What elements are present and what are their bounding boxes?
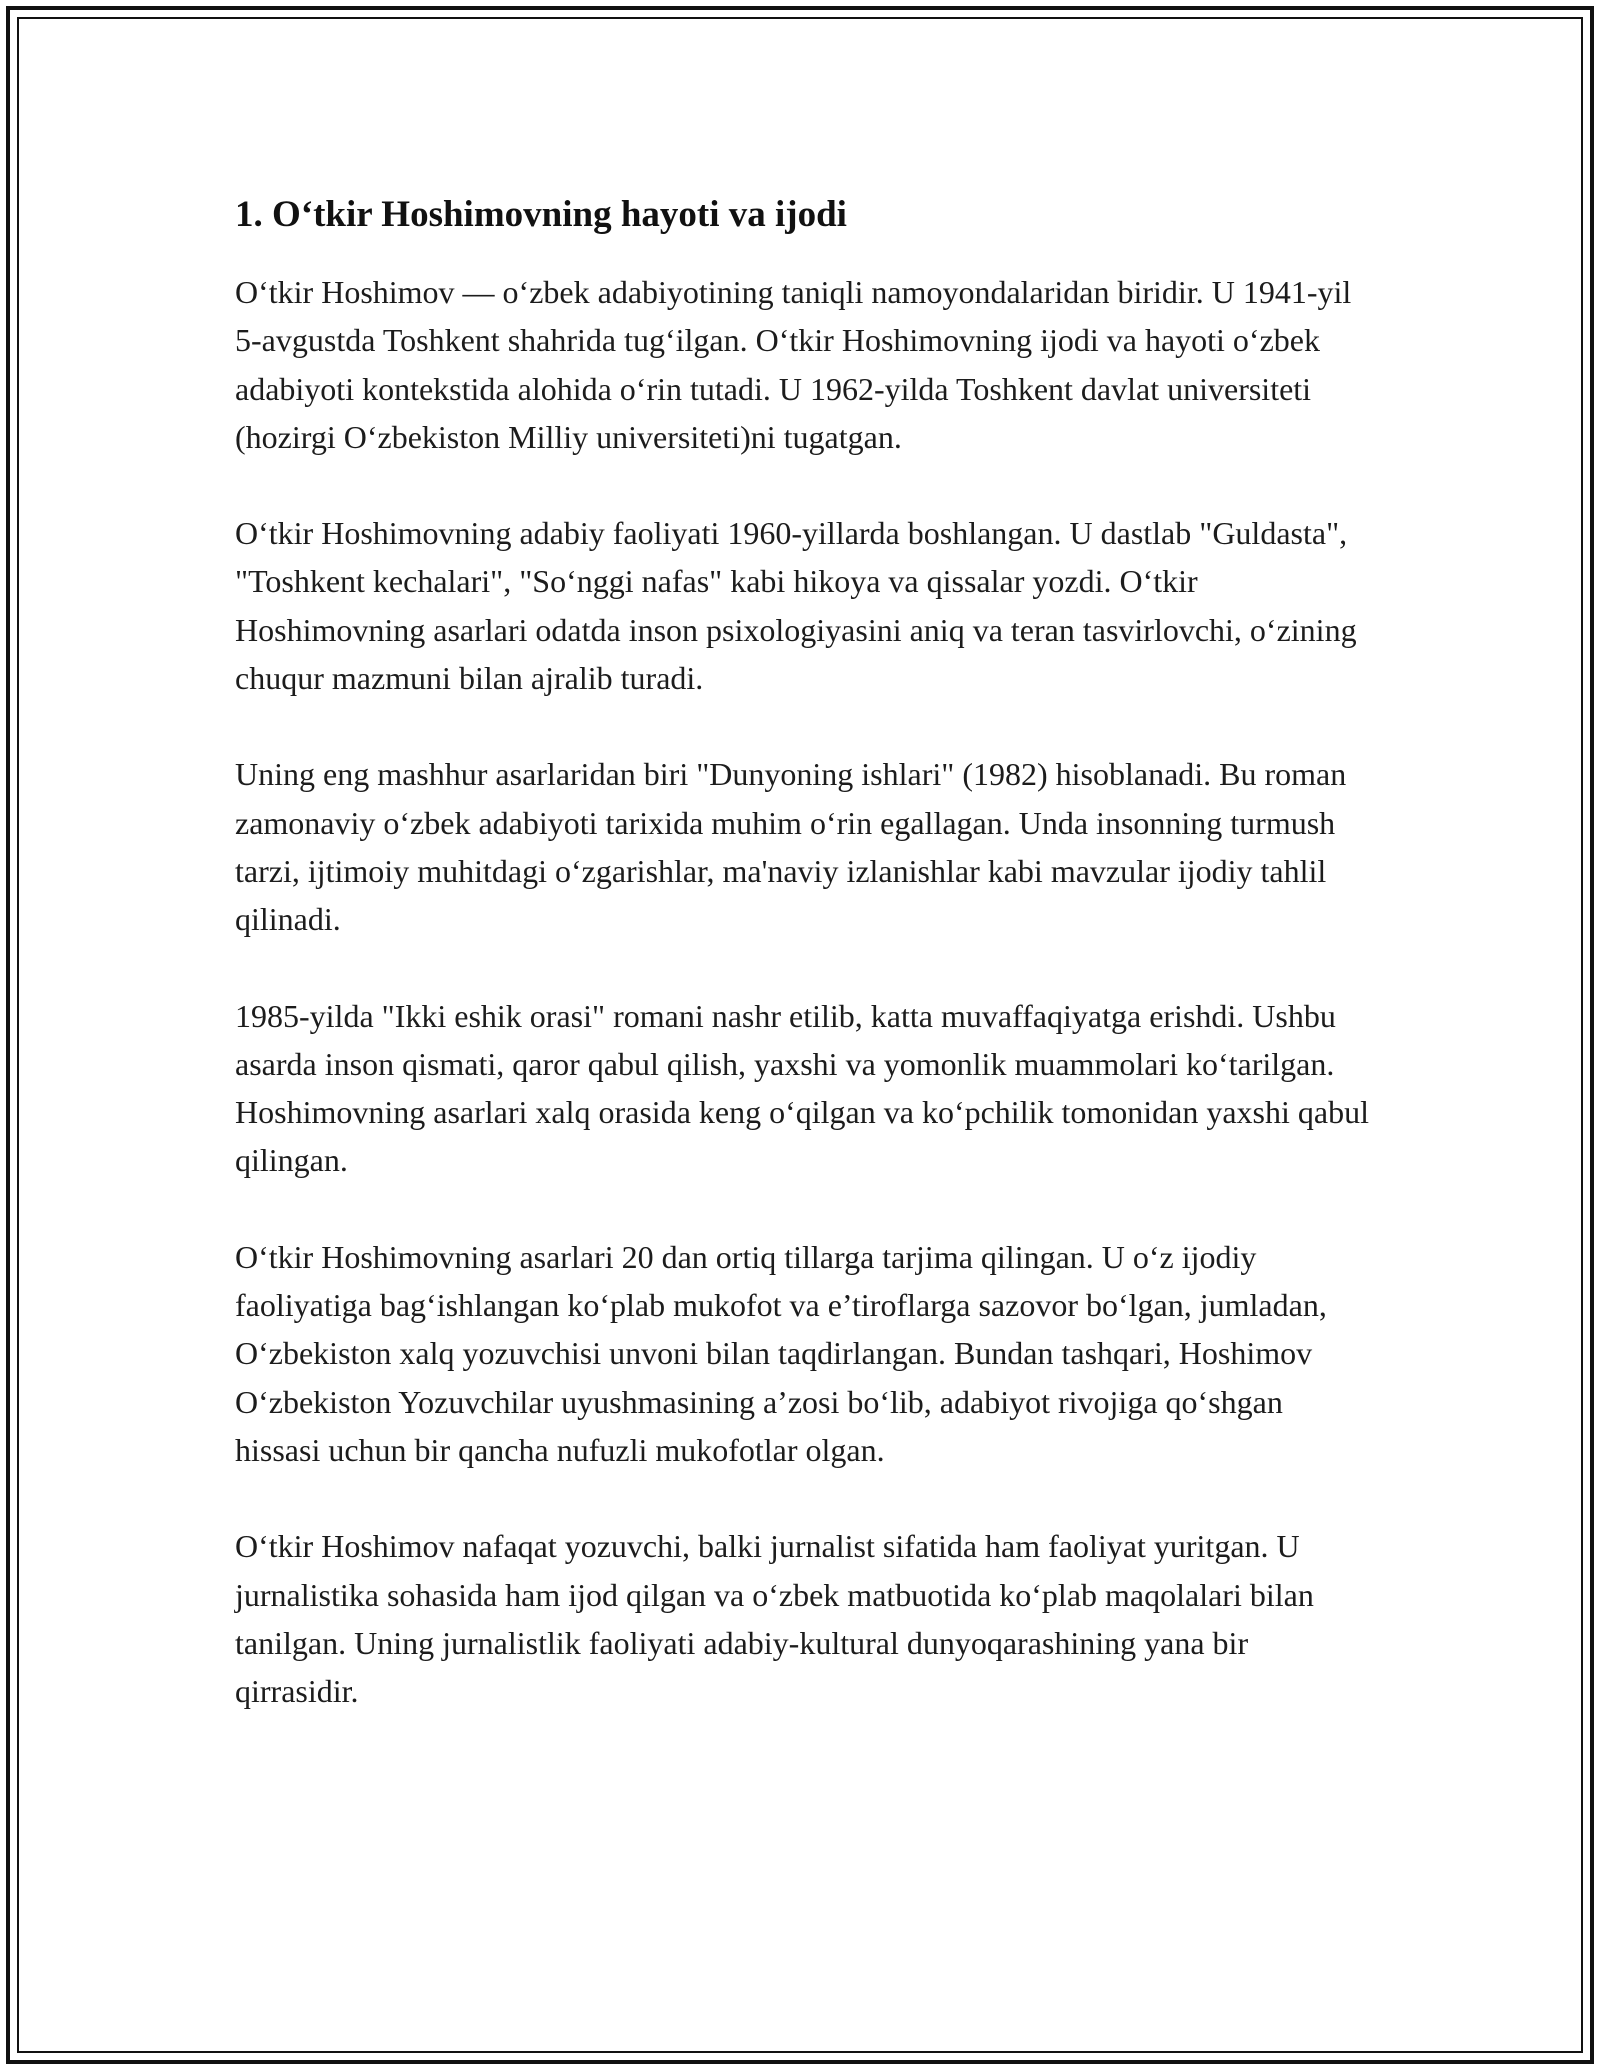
paragraph-famous-novel: Uning eng mashhur asarlaridan biri "Dunyoning ishlari" (1982) hisoblanadi. Bu roman zamonaviy o‘zbek adabiyoti tarixida muhim o‘rin egallagan. Unda insonning turmush tarzi, ijtimoiy muhitdagi o‘zgarishlar, ma'naviy izlanishlar kabi mavzular ijodiy tahlil qilinadi. [235,756,1347,938]
paragraph-awards: O‘tkir Hoshimovning asarlari 20 dan ortiq tillarga tarjima qilingan. U o‘z ijodiy faoliyatiga bag‘ishlangan ko‘plab mukofot va e’tiroflarga sazovor bo‘lgan, jumladan, O‘zbekiston xalq yozuvchisi unvoni bilan taqdirlangan. Bundan tashqari, Hoshimov O‘zbekiston Yozuvchilar uyushmasining a’zosi bo‘lib, adabiyot rivojiga qo‘shgan hissasi uchun bir qancha nufuzli mukofotlar olgan. [235,1238,1327,1468]
paragraph-journalism: O‘tkir Hoshimov nafaqat yozuvchi, balki jurnalist sifatida ham faoliyat yuritgan. U jurnalistika sohasida ham ijod qilgan va o‘zbek matbuotida ko‘plab maqolalari bilan tanilgan. Uning jurnalistlik faoliyati adabiy-kultural dunyoqarashining yana bir qirrasidir. [235,1528,1314,1710]
paragraph-second-novel: 1985-yilda "Ikki eshik orasi" romani nashr etilib, katta muvaffaqiyatga erishdi. Ushbu asarda inson qismati, qaror qabul qilish, yaxshi va yomonlik muammolari ko‘tarilgan. Hoshimovning asarlari xalq orasida keng o‘qilgan va ko‘pchilik tomonidan yaxshi qabul qilingan. [235,997,1369,1179]
paragraph-early-work: O‘tkir Hoshimovning adabiy faoliyati 1960-yillarda boshlangan. U dastlab "Guldasta", "Toshkent kechalari", "So‘nggi nafas" kabi hikoya va qissalar yozdi. O‘tkir Hoshimovning asarlari odatda inson psixologiyasini aniq va teran tasvirlovchi, o‘zining chuqur mazmuni bilan ajralib turadi. [235,515,1357,697]
paragraph-biography: O‘tkir Hoshimov — o‘zbek adabiyotining taniqli namoyondalaridan biridir. U 1941-yil 5-avgustda Toshkent shahrida tug‘ilgan. O‘tkir Hoshimovning ijodi va hayoti o‘zbek adabiyoti kontekstida alohida o‘rin tutadi. U 1962-yilda Toshkent davlat universiteti (hozirgi O‘zbekiston Milliy universiteti)ni tugatgan. [235,274,1352,455]
section-heading: 1. O‘tkir Hoshimovning hayoti va ijodi [235,194,847,235]
document-body [235,190,1375,1763]
